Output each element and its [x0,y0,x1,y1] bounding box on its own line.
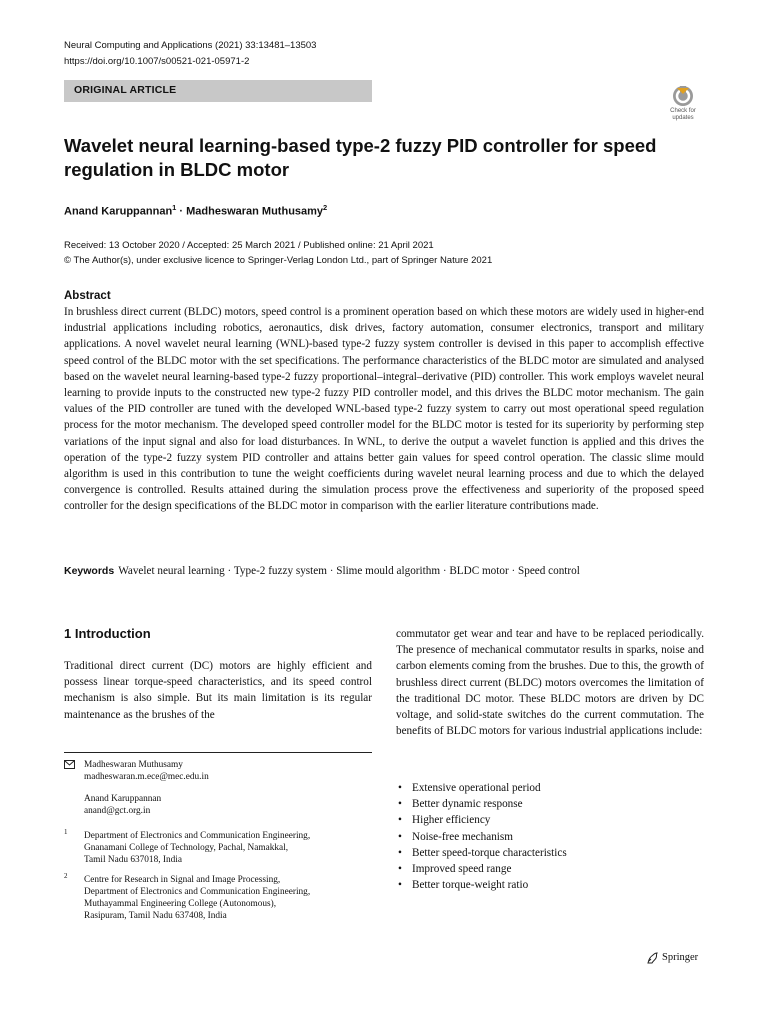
check-updates-icon [663,84,703,108]
check-for-updates-badge[interactable] [663,84,703,124]
publisher-name: Springer [662,952,699,963]
keywords-label: Keywords [64,565,115,577]
affiliation-line: Centre for Research in Signal and Image Processing, [84,875,281,885]
intro-paragraph-left: Traditional direct current (DC) motors are highly efficient and possess linear torque-speed characteristics, and its speed control mechanism is also simple. But its main limitation is its regular maintenance as the brushes of the [64,660,372,721]
article-type-bar [64,80,372,102]
keywords-block [64,565,704,577]
affiliation-line: Rasipuram, Tamil Nadu 637408, India [84,911,227,921]
intro-paragraph-right: commutator get wear and tear and have to be replaced periodically. The presence of mechanical commutator results in sparks, noise and carbon elements coming from the brushes. Due to this, the growth of brushless direct current (BLDC) motors overcomes the limitation of the traditional DC motor. These BLDC motors are driven by DC voltage, and solid-state switches do the current commutation. The benefits of BLDC motors for various industrial applications include: [396,628,704,738]
author-list [64,203,327,218]
list-item: • Improved speed range [398,863,512,876]
section-heading-introduction: 1 Introduction [64,626,151,641]
abstract-heading: Abstract [64,290,111,302]
benefits-list [396,780,704,893]
affiliation-line: Department of Electronics and Communication Engineering, [84,887,311,897]
affiliation-marker: 2 [323,203,328,212]
check-updates-label: Check for updates [670,108,696,121]
affiliation-number: 1 [64,828,68,836]
coauthor-email[interactable]: anand@gct.org.in [84,806,151,816]
affiliation-number: 2 [64,872,68,880]
affiliation-line: Muthayammal Engineering College (Autonomous), [84,899,277,909]
coauthor-name: Anand Karuppannan [84,794,162,804]
abstract-body: In brushless direct current (BLDC) motors, speed control is a prominent operation based on which these motors are widely used in higher-end industrial applications including robotics, aeronautics, disk drives, factory automation, consumer electronics, transport and military applications. A novel wavelet neural learning (WNL)-based type-2 fuzzy system controller is devised in this paper to accomplish effective speed control of the BLDC motor with the set specifications. The performance characteristics of the BLDC motor are simulated and analysed based on the wavelet neural learning-based type-2 fuzzy proportional–integral–derivative (PID) controller. This work employs wavelet neural learning to provide inputs to the constructed new type-2 fuzzy PID controller model, and this drives the BLDC motor mechanism. The gain values of the PID controller are tuned with the developed WNL-based type-2 fuzzy system to carry out most operational speed regulation process for the motor mechanism. The developed speed controller model for the BLDC motor is tested for its superiority by performing step variations of the input signal and also for load disturbances. In WNL, to derive the output a wavelet function is applied and this drives the operation of the type-2 fuzzy system PID controller and attains better gain values for speed control operation. The classic slime mould algorithm is used in this contribution to tune the weight coefficients during wavelet neural learning process and due to which the delayed convergence is controlled. Results attained during the simulation process prove the effectiveness and superiority of the proposed speed controller for the design specifications of the BLDC motor in comparison with the earlier literature contributions made. [64,306,704,513]
springer-horse-icon [646,951,660,965]
affiliation-line: Department of Electronics and Communication Engineering, [84,831,311,841]
publication-dates: Received: 13 October 2020 / Accepted: 25 March 2021 / Published online: 21 April 2021 [64,240,434,251]
affiliation-line: Tamil Nadu 637018, India [84,855,182,865]
journal-citation: Neural Computing and Applications (2021) 33:13481–13503 [64,40,317,51]
author-separator: · [176,205,187,218]
affiliation-line: Gnanamani College of Technology, Pachal, Namakkal, [84,843,289,853]
article-type-label: ORIGINAL ARTICLE [74,84,177,96]
list-item: • Better dynamic response [398,798,523,811]
keywords-list: Wavelet neural learning · Type-2 fuzzy system · Slime mould algorithm · BLDC motor · Speed control [118,565,580,577]
corresponding-author-email[interactable]: madheswaran.m.ece@mec.edu.in [84,772,209,782]
footnote-divider [64,752,372,753]
affiliation-marker: 1 [172,203,177,212]
list-item: • Better torque-weight ratio [398,879,529,892]
envelope-icon [64,760,75,769]
list-item: • Higher efficiency [398,814,491,827]
list-item: • Better speed-torque characteristics [398,846,567,859]
springer-logo [646,951,706,967]
doi-link[interactable]: https://doi.org/10.1007/s00521-021-05971-2 [64,56,250,67]
author-name[interactable]: Anand Karuppannan [64,205,173,218]
paper-title: Wavelet neural learning-based type-2 fuzzy PID controller for speed regulation in BLDC motor [64,135,657,180]
author-name[interactable]: Madheswaran Muthusamy [186,205,324,218]
list-item: • Noise-free mechanism [398,830,513,843]
copyright-notice: © The Author(s), under exclusive licence to Springer-Verlag London Ltd., part of Springer Nature 2021 [64,255,493,266]
list-item: • Extensive operational period [398,782,541,794]
corresponding-author-name: Madheswaran Muthusamy [84,760,183,770]
